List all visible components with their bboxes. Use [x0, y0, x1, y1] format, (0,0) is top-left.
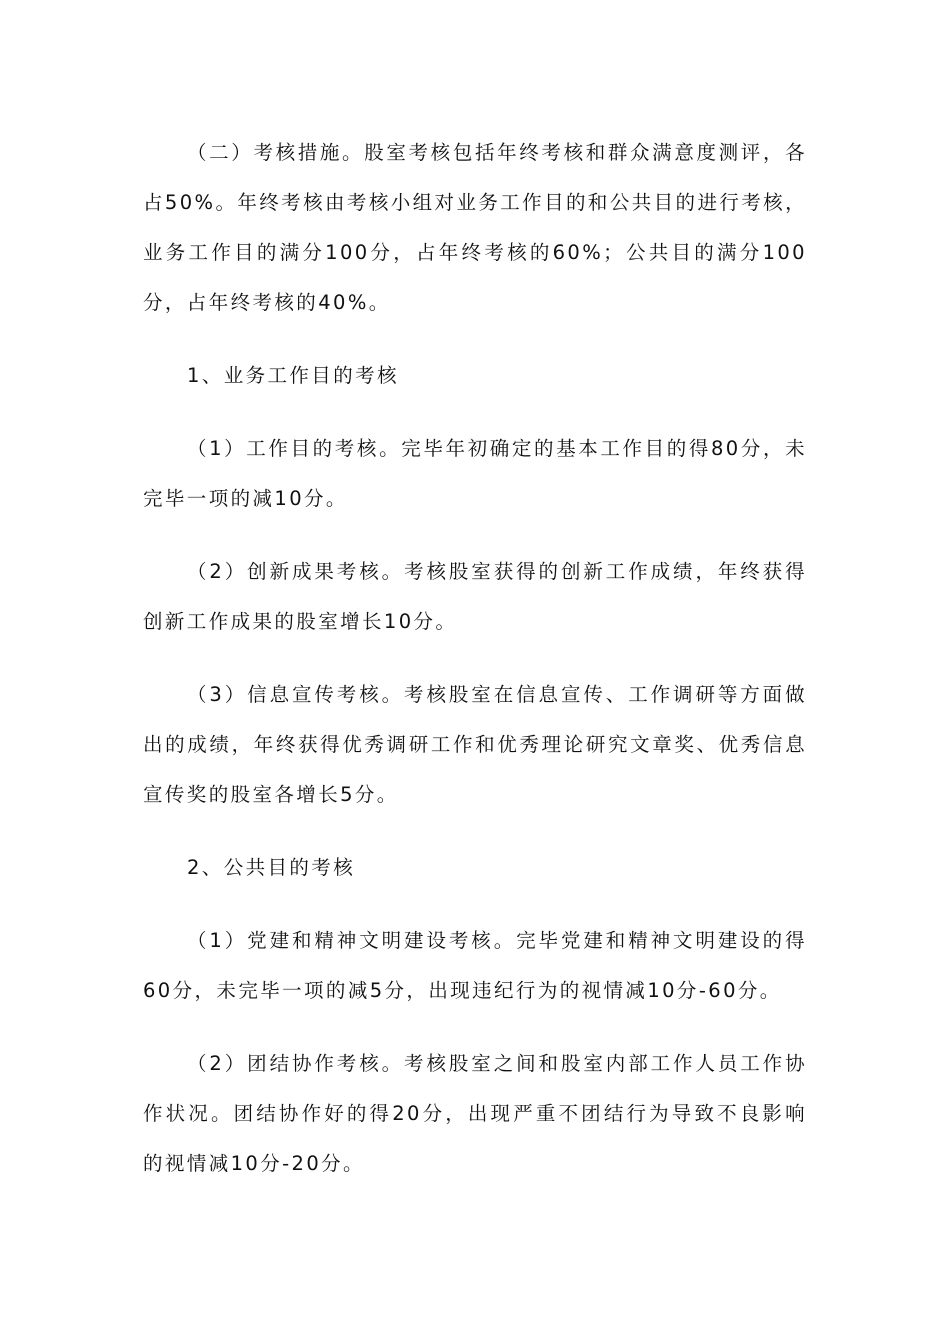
paragraph-information-publicity-assessment: （3）信息宣传考核。考核股室在信息宣传、工作调研等方面做出的成绩，年终获得优秀调研工作和优秀理论研究文章奖、优秀信息宣传奖的股室各增长5分。: [143, 683, 807, 806]
paragraph-party-building-assessment: （1）党建和精神文明建设考核。完毕党建和精神文明建设的得60分，未完毕一项的减5分，出现违纪行为的视情减10分-60分。: [143, 929, 807, 1002]
paragraph-innovation-assessment: （2）创新成果考核。考核股室获得的创新工作成绩，年终获得创新工作成果的股室增长10分。: [143, 560, 807, 633]
document-body: [143, 128, 807, 1212]
section-heading-business-goals: 1、业务工作目的考核: [187, 364, 399, 387]
paragraph-work-goal-assessment: （1）工作目的考核。完毕年初确定的基本工作目的得80分，未完毕一项的减10分。: [143, 437, 807, 510]
paragraph-assessment-measures: （二）考核措施。股室考核包括年终考核和群众满意度测评，各占50%。年终考核由考核小组对业务工作目的和公共目的进行考核，业务工作目的满分100分，占年终考核的60%；公共目的满分100分，占年终考核的40%。: [143, 141, 807, 314]
paragraph-teamwork-assessment: （2）团结协作考核。考核股室之间和股室内部工作人员工作协作状况。团结协作好的得20分，出现严重不团结行为导致不良影响的视情减10分-20分。: [143, 1052, 807, 1175]
section-heading-public-goals: 2、公共目的考核: [187, 856, 356, 879]
